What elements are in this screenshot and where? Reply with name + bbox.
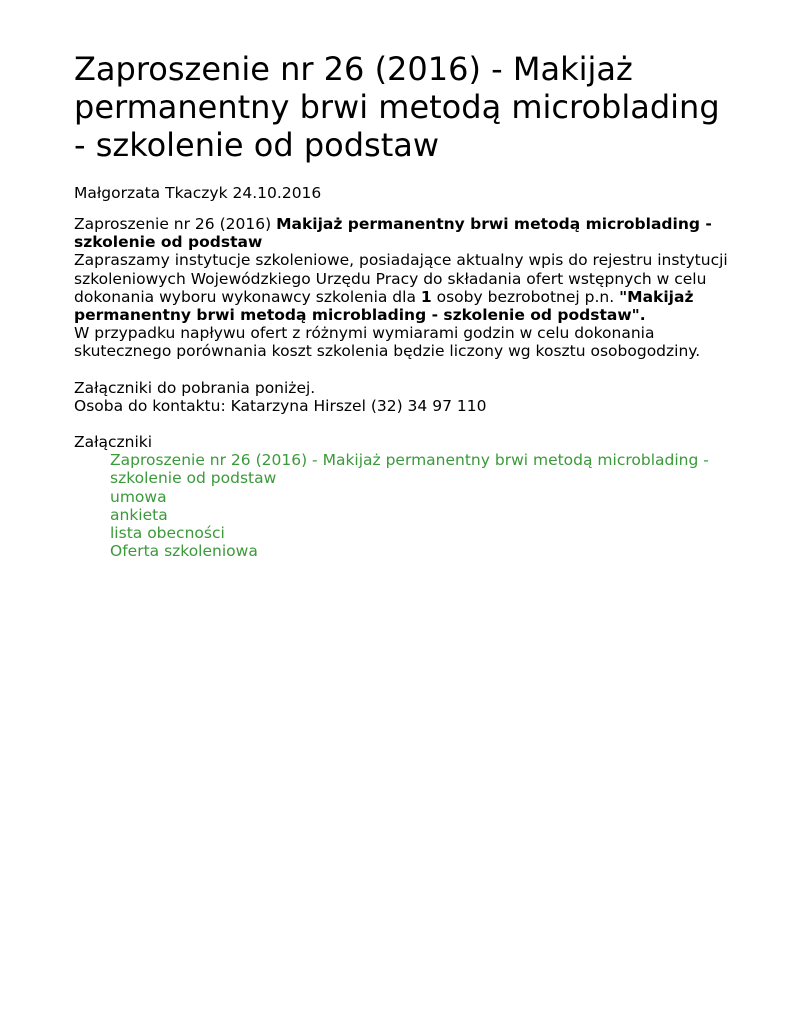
- attachments-list: [74, 451, 731, 560]
- cost-paragraph: W przypadku napływu ofert z różnymi wymiarami godzin w celu dokonania skutecznego porównania koszt szkolenia będzie liczony wg kosztu osobogodziny.: [74, 324, 701, 361]
- author: Małgorzata Tkaczyk: [74, 184, 228, 202]
- course-name-quote: "Makijaż permanentny brwi metodą microblading - szkolenie od podstaw".: [74, 287, 694, 325]
- page-title: Zaproszenie nr 26 (2016) - Makijaż permanentny brwi metodą microblading - szkolenie od podstaw: [74, 50, 720, 164]
- intro-bold-title: Makijaż permanentny brwi metodą microblading - szkolenie od podstaw: [74, 215, 712, 252]
- attachment-link-attendance[interactable]: lista obecności: [110, 524, 225, 543]
- attachment-link-survey[interactable]: ankieta: [110, 505, 168, 524]
- invitation-text-a: Zapraszamy instytucje szkoleniowe, posiadające aktualny wpis do rejestru instytucji szkoleniowych Wojewódzkiego Urzędu Pracy do składania ofert wstępnych w celu dokonania wyboru wykonawcy szkolenia dla: [74, 251, 728, 306]
- attachment-link-contract[interactable]: umowa: [110, 487, 167, 506]
- byline: [74, 184, 731, 203]
- attachment-item: [110, 488, 731, 506]
- article-body: [74, 215, 731, 415]
- attachment-item: [110, 524, 731, 542]
- invitation-text-b: osoby bezrobotnej p.n.: [436, 287, 615, 306]
- invitation-paragraph: [74, 251, 731, 324]
- intro-prefix: Zaproszenie nr 26 (2016): [74, 215, 272, 233]
- download-note: Załączniki do pobrania poniżej.: [74, 378, 316, 397]
- attachment-item: [110, 451, 731, 487]
- intro-line: [74, 215, 731, 251]
- attachment-item: [110, 542, 731, 560]
- participant-count: 1: [420, 287, 432, 306]
- attachment-link-invitation[interactable]: Zaproszenie nr 26 (2016) - Makijaż permanentny brwi metodą microblading - szkolenie od podstaw: [110, 451, 709, 488]
- contact-line: Osoba do kontaktu: Katarzyna Hirszel (32) 34 97 110: [74, 396, 487, 415]
- attachments-heading: Załączniki: [74, 433, 153, 452]
- publish-date: 24.10.2016: [232, 184, 322, 202]
- spacer: [74, 361, 731, 379]
- attachment-link-offer[interactable]: Oferta szkoleniowa: [110, 542, 258, 561]
- attachment-item: [110, 506, 731, 524]
